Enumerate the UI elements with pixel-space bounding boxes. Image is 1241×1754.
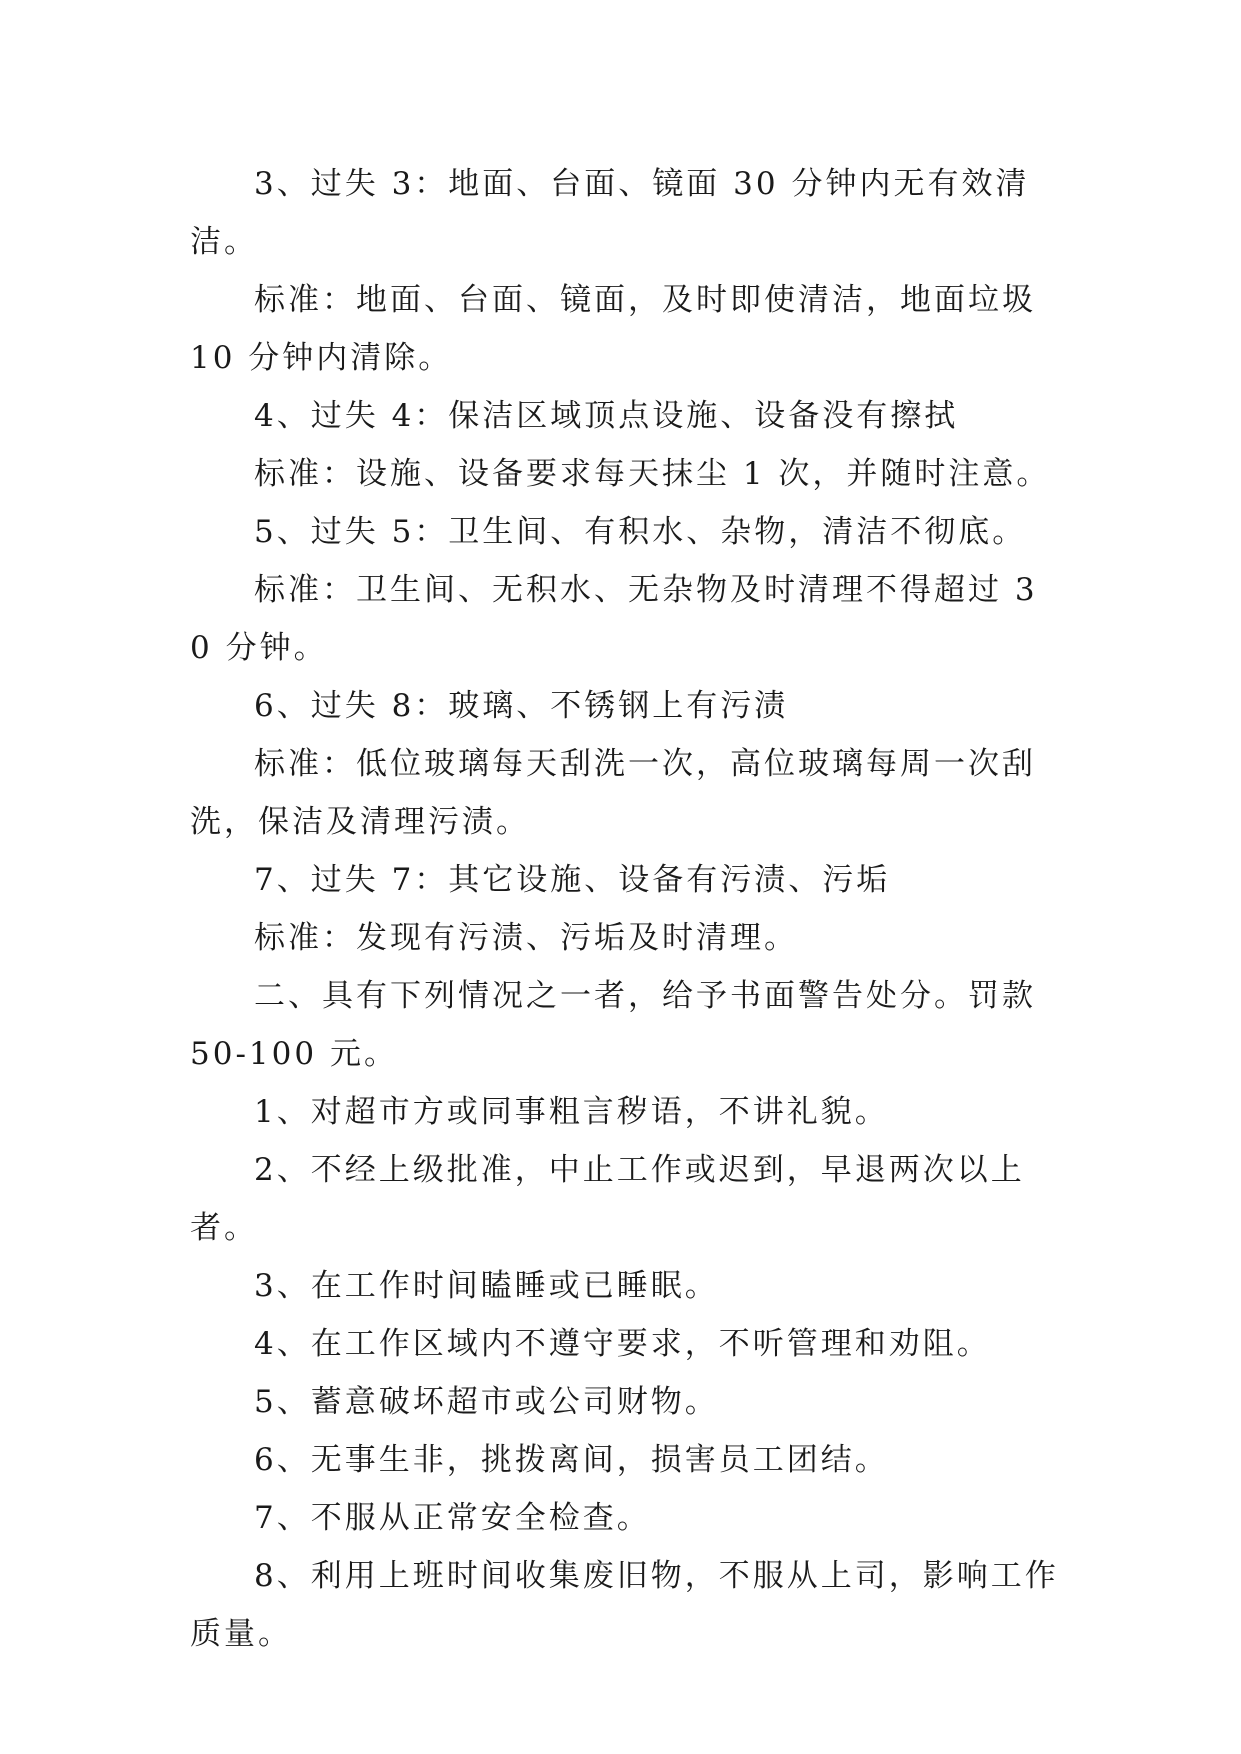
paragraph-fault-4: 4、过失 4：保洁区域顶点设施、设备没有擦拭 <box>254 398 959 434</box>
document-body <box>190 155 1060 1663</box>
paragraph-fault-5: 5、过失 5：卫生间、有积水、杂物，清洁不彻底。 <box>254 514 1027 550</box>
list-item-1: 1、对超市方或同事粗言秽语，不讲礼貌。 <box>254 1094 889 1130</box>
paragraph-standard-7: 标准：发现有污渍、污垢及时清理。 <box>254 920 798 956</box>
list-item-6: 6、无事生非，挑拨离间，损害员工团结。 <box>254 1442 889 1478</box>
list-item-7: 7、不服从正常安全检查。 <box>254 1500 651 1536</box>
paragraph-fault-3: 3、过失 3：地面、台面、镜面 30 分钟内无有效清洁。 <box>190 166 1030 260</box>
list-item-2: 2、不经上级批准，中止工作或迟到，早退两次以上者。 <box>190 1152 1025 1246</box>
paragraph-standard-3: 标准：地面、台面、镜面，及时即使清洁，地面垃圾 10 分钟内清除。 <box>190 282 1036 376</box>
list-item-3: 3、在工作时间瞌睡或已睡眠。 <box>254 1268 719 1304</box>
list-item-8: 8、利用上班时间收集废旧物，不服从上司，影响工作质量。 <box>190 1558 1059 1652</box>
paragraph-standard-5: 标准：卫生间、无积水、无杂物及时清理不得超过 30 分钟。 <box>190 572 1038 666</box>
paragraph-fault-7: 7、过失 7：其它设施、设备有污渍、污垢 <box>254 862 891 898</box>
paragraph-standard-6: 标准：低位玻璃每天刮洗一次，高位玻璃每周一次刮洗，保洁及清理污渍。 <box>190 746 1036 840</box>
section-heading-written-warning: 二、具有下列情况之一者，给予书面警告处分。罚款 50-100 元。 <box>190 978 1036 1072</box>
list-item-5: 5、蓄意破坏超市或公司财物。 <box>254 1384 719 1420</box>
paragraph-fault-6: 6、过失 8：玻璃、不锈钢上有污渍 <box>254 688 789 724</box>
list-item-4: 4、在工作区域内不遵守要求，不听管理和劝阻。 <box>254 1326 991 1362</box>
paragraph-standard-4: 标准：设施、设备要求每天抹尘 1 次，并随时注意。 <box>254 456 1051 492</box>
